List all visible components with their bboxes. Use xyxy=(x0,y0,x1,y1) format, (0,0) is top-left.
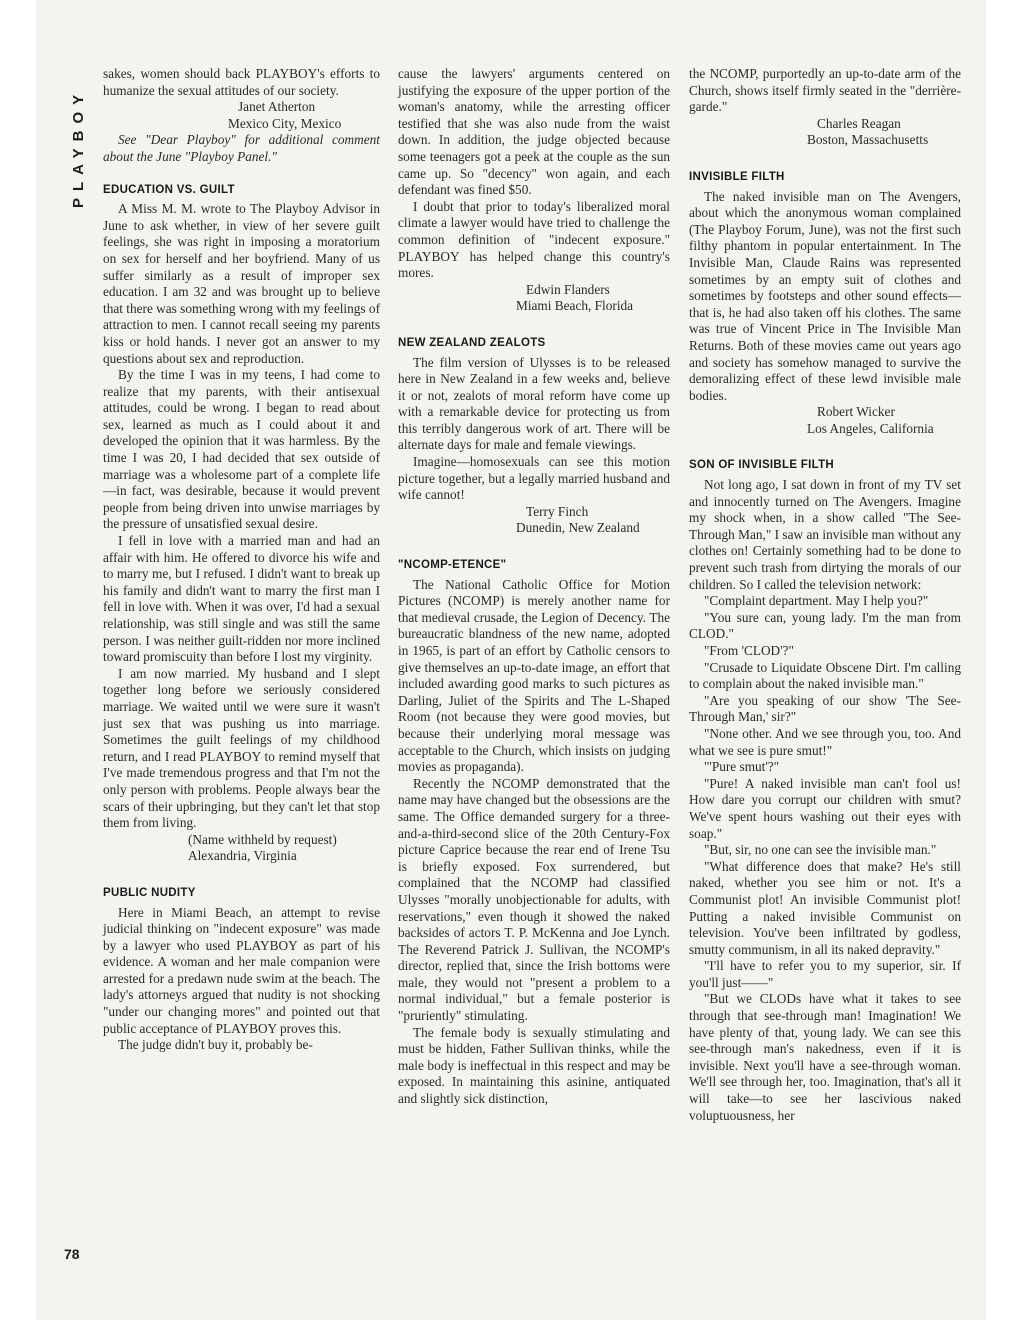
paragraph: Here in Miami Beach, an attempt to revise judicial thinking on "indecent exposure" was made by a lawyer who used PLAYBOY as part of his evidence. A woman and her male companion were arrested for a predawn nude swim at the beach. The lady's attorneys argued that nudity is not shocking "under our changing mores" and pointed out that public acceptance of PLAYBOY proves this. xyxy=(103,904,380,1036)
section-heading: "NCOMP-ETENCE" xyxy=(398,559,507,572)
signature xyxy=(689,404,961,437)
signature-name: Robert Wicker xyxy=(817,404,895,420)
dialogue-line: "But we CLODs have what it takes to see through that see-through man! Imagination! We have plenty of that, young lady. We can see this see-through man's nakedness, even if it is invisible. Next you'll have a see-through woman. We'll see through her, too. Imagination, that's all it will take—to see her lascivious naked voluptuousness, her xyxy=(689,991,961,1123)
signature-name: (Name withheld by request) xyxy=(188,831,337,847)
paragraph: The naked invisible man on The Avengers, about which the anonymous woman complained (The Playboy Forum, June), was not the first such filthy phantom in popular entertainment. In The Invisible Man, Claude Rains was represented sometimes by an empty suit of clothes and sometimes by footsteps and other sound effects—that is, he had also taken off his clothes. The same was true of Vincent Price in The Invisible Man Returns. Both of these movies came out years ago and society has somehow managed to survive the demoralizing effect of these lewd invisible male bodies. xyxy=(689,188,961,403)
dialogue-line: "I'll have to refer you to my superior, sir. If you'll just——" xyxy=(689,958,961,990)
dialogue-line: "From 'CLOD'?" xyxy=(704,643,794,658)
signature-place: Alexandria, Virginia xyxy=(188,848,297,864)
magazine-running-title: PLAYBOY xyxy=(70,87,87,209)
dialogue-line: "'Pure smut'?" xyxy=(704,759,780,775)
column-3 xyxy=(689,66,961,1124)
dialogue-line: "Pure! A naked invisible man can't fool us! How dare you corrupt our children with smut? We've spent hours washing out their eyes with soap." xyxy=(689,775,961,841)
section-heading: SON OF INVISIBLE FILTH xyxy=(689,459,835,472)
paragraph: A Miss M. M. wrote to The Playboy Advisor in June to ask whether, in view of her severe guilt feelings, she was right in imposing a moratorium on sex for herself and her boyfriend. Many of us suffer similarly as a result of improper sex education. I am 32 and was brought up to believe that there was something wrong with my feelings of attraction to men. I cannot recall seeing my parents kiss or hold hands. I never got an answer to my questions about sex and reproduction. xyxy=(103,201,380,366)
paragraph: the NCOMP, purportedly an up-to-date arm of the Church, shows itself firmly seated in the "derrière-garde." xyxy=(689,66,961,115)
dialogue-line: "None other. And we see through you, too. And what we see is pure smut!" xyxy=(689,725,961,758)
signature xyxy=(398,282,670,315)
paragraph: Recently the NCOMP demonstrated that the name may have changed but the obsessions are the same. The Office demanded surgery for a three-and-a-third-second slice of the 20th Century-Fox picture Caprice because the rear end of Irene Tsu is briefly exposed. Fox surrendered, but complained that the NCOMP had classified Ulysses "morally unobjectionable for adults, with reservations," even though it showed the naked backsides of actors T. P. McKenna and Joe Lynch. The Reverend Patrick J. Sullivan, the NCOMP's director, replied that, since the Irish bottoms were male, they would not "present a problem to a normal individual," but a female posterior is "pruriently" stimulating. xyxy=(398,775,670,1024)
paragraph: Not long ago, I sat down in front of my TV set and innocently turned on The Avengers. Imagine my shock when, in a show called "The See-Through Man," I saw an invisible man without any clothes on! Certainly something had to be done to prevent such trash from dirtying the morals of our children. So I called the television network: xyxy=(689,477,961,592)
signature-place: Los Angeles, California xyxy=(807,420,934,436)
dialogue-line: "What difference does that make? He's still naked, whether you see him or not. It's a Communist plot! An invisible Communist plot! Putting a naked invisible Communist on television. You've been infiltrated by godless, smutty communism, in all its naked depravity." xyxy=(689,858,961,957)
paragraph: Imagine—homosexuals can see this motion picture together, but a legally married husband and wife cannot! xyxy=(398,454,670,503)
dialogue-line: "Crusade to Liquidate Obscene Dirt. I'm calling to complain about the naked invisible man." xyxy=(689,659,961,692)
dialogue-line: "You sure can, young lady. I'm the man from CLOD." xyxy=(689,609,961,642)
signature xyxy=(689,116,961,149)
signature-name: Janet Atherton xyxy=(238,99,316,115)
paragraph: sakes, women should back PLAYBOY's efforts to humanize the sexual attitudes of our society. xyxy=(103,66,380,98)
signature-place: Dunedin, New Zealand xyxy=(516,520,640,536)
section-heading: INVISIBLE FILTH xyxy=(689,170,785,183)
paragraph: I doubt that prior to today's liberalized moral climate a lawyer would have tried to challenge the common definition of "indecent exposure." PLAYBOY has helped change this country's mores. xyxy=(398,198,670,281)
paragraph: The film version of Ulysses is to be released here in New Zealand in a few weeks and, believe it or not, zealots of moral reform have come up with a remarkable device for protecting us from this terribly dangerous work of art. There will be alternate days for male and female viewings. xyxy=(398,354,670,453)
paragraph: cause the lawyers' arguments centered on justifying the exposure of the upper portion of the woman's anatomy, while the arresting officer testified that she was also nude from the waist down. In addition, the judge objected because some teenagers got a peek at the couple as the sun came up. So "decency" won again, and each defendant was fined $50. xyxy=(398,66,670,198)
dialogue-line: "Complaint department. May I help you?" xyxy=(704,593,929,609)
paragraph: I fell in love with a married man and had an affair with him. He offered to divorce his wife and to marry me, but I refused. I didn't want to break up his family and didn't want to marry the first man I fell in love with. When it was over, I'd had a sexual relationship, was still single and was still the same person. I was neither guilt-ridden nor more inclined toward promiscuity than before I lost my virginity. xyxy=(103,533,380,665)
signature-place: Boston, Massachusetts xyxy=(807,132,929,148)
column-1 xyxy=(103,66,380,1054)
section-heading: EDUCATION VS. GUILT xyxy=(103,183,235,196)
section-heading: NEW ZEALAND ZEALOTS xyxy=(398,336,546,349)
paragraph: The National Catholic Office for Motion Pictures (NCOMP) is merely another name for that medieval crusade, the Legion of Decency. The bureaucratic blandness of the new name, adopted in 1965, is part of an effort by Catholic censors to give themselves an up-to-date image, an effort that included awarding good marks to such pictures as Darling, Juliet of the Spirits and The L-Shaped Room (not because they were good movies, but because their underlying moral message was acceptable to the Church, which insists on judging movies as propaganda). xyxy=(398,576,670,775)
signature xyxy=(103,99,380,132)
paragraph: By the time I was in my teens, I had come to realize that my parents, with their antisexual attitudes, could be wrong. I began to read about sex, learned as much as I could about it and developed the opinion that it was harmless. By the time I was 20, I had decided that sex outside of marriage was a wholesome part of a complete life—in fact, was desirable, because it would prevent people from being driven into unwise marriages by the pressure of unsatisfied sexual desire. xyxy=(103,367,380,532)
signature xyxy=(398,504,670,537)
dialogue-line: "Are you speaking of our show 'The See-Through Man,' sir?" xyxy=(689,692,961,725)
editor-note: See "Dear Playboy" for additional comment about the June "Playboy Panel." xyxy=(103,132,380,164)
signature-name: Terry Finch xyxy=(526,503,589,519)
signature-place: Miami Beach, Florida xyxy=(516,298,634,314)
signature xyxy=(103,832,380,865)
paragraph: The female body is sexually stimulating and must be hidden, Father Sullivan thinks, while the male body is ineffectual in this respect and may be exposed. In maintaining this asinine, antiquated and slightly sick distinction, xyxy=(398,1024,670,1107)
signature-name: Charles Reagan xyxy=(817,115,901,131)
section-heading: PUBLIC NUDITY xyxy=(103,886,196,899)
dialogue-line: "But, sir, no one can see the invisible man." xyxy=(704,842,937,858)
paragraph: I am now married. My husband and I slept together long before we seriously considered marriage. We waited until we were sure it wasn't just sex that was pushing us into marriage. Sometimes the guilt feelings of my childhood return, and I read PLAYBOY to remind myself that I've made tremendous progress and that I'm not the only person with problems. People always bear the scars of their upbringing, but they can't let that stop them from living. xyxy=(103,665,380,831)
paragraph: The judge didn't buy it, probably be- xyxy=(118,1037,313,1053)
column-2 xyxy=(398,66,670,1108)
signature-place: Mexico City, Mexico xyxy=(228,115,342,131)
page-number: 78 xyxy=(64,1246,80,1262)
signature-name: Edwin Flanders xyxy=(526,281,610,297)
